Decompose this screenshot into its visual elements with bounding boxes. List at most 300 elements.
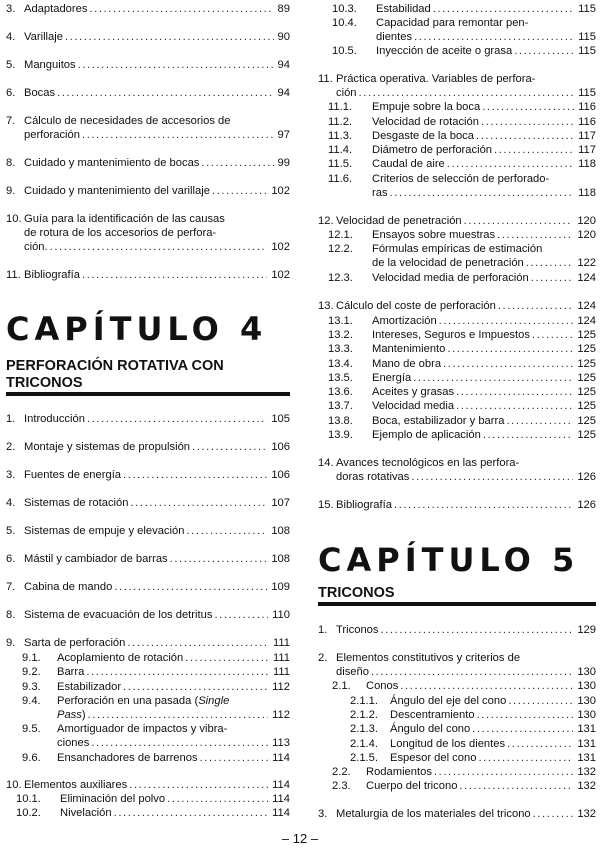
toc-entry xyxy=(22,722,290,750)
leader-dots xyxy=(112,580,267,594)
toc-entry-line xyxy=(332,765,596,779)
toc-entry-title: Elementos auxiliares xyxy=(24,779,128,791)
leader-dots xyxy=(411,371,573,385)
toc-entry-number: 9.5. xyxy=(22,723,41,735)
toc-entry-number: 3. xyxy=(318,808,328,820)
toc-entry-number: 9.2. xyxy=(22,666,41,678)
toc-entry-title: Manguitos xyxy=(24,59,76,71)
toc-entry-page: 115 xyxy=(578,31,596,43)
toc-entry xyxy=(350,751,596,765)
toc-entry-page: 116 xyxy=(578,101,596,113)
toc-entry-line xyxy=(6,2,290,16)
leader-dots xyxy=(524,256,574,270)
toc-entry xyxy=(22,665,290,679)
toc-entry-title: Velocidad media de perforación xyxy=(372,272,529,284)
toc-entry-title: Espesor del cono xyxy=(390,752,477,764)
toc-entry-page: 116 xyxy=(578,116,596,128)
toc-entry-page: 131 xyxy=(577,723,596,735)
leader-dots xyxy=(183,651,269,665)
toc-entry-line xyxy=(332,44,596,58)
leader-dots xyxy=(76,58,274,72)
toc-entry-page: 110 xyxy=(272,609,290,621)
toc-entry-line xyxy=(332,30,596,44)
chapter-5-heading: CAPÍTULO 5 xyxy=(318,541,580,579)
toc-entry-number: 14. xyxy=(318,457,334,469)
toc-entry-line xyxy=(318,470,596,484)
toc-entry-page: 113 xyxy=(272,737,290,749)
toc-entry-line xyxy=(22,665,290,679)
toc-entry-title: Guía para la identificación de las causas xyxy=(24,213,225,225)
toc-entry-line xyxy=(6,552,290,566)
toc-entry-title: Fórmulas empíricas de estimación xyxy=(372,243,543,255)
toc-entry-page: 89 xyxy=(277,3,290,15)
toc-entry-line xyxy=(318,72,596,86)
toc-entry xyxy=(350,722,596,736)
leader-dots xyxy=(378,623,573,637)
toc-entry-page: 125 xyxy=(577,400,596,412)
toc-entry-continuation: de rotura de los accesorios de perfora- xyxy=(24,227,217,239)
toc-entry-line xyxy=(6,86,290,100)
toc-entry-line xyxy=(6,496,290,510)
toc-entry-number: 1. xyxy=(318,624,328,636)
toc-entry-number: 4. xyxy=(6,31,16,43)
toc-entry xyxy=(328,129,596,143)
toc-entry xyxy=(6,524,290,538)
toc-entry-title: Mástil y cambiador de barras xyxy=(24,553,168,565)
toc-entry-line xyxy=(22,694,290,708)
toc-entry-line xyxy=(328,328,596,342)
toc-entry-continuation: ción xyxy=(336,87,357,99)
toc-entry-title: Elementos constitutivos y criterios de xyxy=(336,652,521,664)
toc-entry-title: Velocidad de penetración xyxy=(336,215,462,227)
toc-entry-title: Empuje sobre la boca xyxy=(372,101,481,113)
toc-entry-title: Montaje y sistemas de propulsión xyxy=(24,441,191,453)
toc-entry-page: 114 xyxy=(272,793,290,805)
toc-entry-number: 2.1. xyxy=(332,680,351,692)
toc-entry-number: 13.1. xyxy=(328,315,353,327)
toc-entry-number: 13.7. xyxy=(328,400,353,412)
toc-entry xyxy=(350,694,596,708)
toc-entry-number: 11.3. xyxy=(328,130,353,142)
toc-entry-page: 117 xyxy=(578,144,596,156)
toc-entry-line xyxy=(328,172,596,186)
leader-dots xyxy=(168,552,268,566)
toc-entry-title: Velocidad de rotación xyxy=(372,116,479,128)
toc-entry-line xyxy=(22,722,290,736)
toc-entry-page: 132 xyxy=(577,808,596,820)
toc-entry-page: 132 xyxy=(577,780,596,792)
toc-entry-number: 7. xyxy=(6,115,16,127)
toc-entry-number: 12.2. xyxy=(328,243,353,255)
leader-dots xyxy=(480,100,574,114)
toc-entry-line xyxy=(328,342,596,356)
toc-entry-page: 111 xyxy=(272,652,290,664)
toc-entry-line xyxy=(6,212,290,226)
toc-entry xyxy=(6,636,290,650)
toc-entry-number: 10.4. xyxy=(332,17,357,29)
toc-entry-title: Fuentes de energía xyxy=(24,469,122,481)
toc-entry-line xyxy=(350,694,596,708)
toc-entry-title: Introducción xyxy=(24,413,85,425)
toc-entry xyxy=(332,779,596,793)
toc-entry xyxy=(328,385,596,399)
toc-entry xyxy=(22,680,290,694)
toc-entry-number: 11.5. xyxy=(328,158,353,170)
toc-entry-continuation: doras rotativas xyxy=(336,471,410,483)
leader-dots xyxy=(437,314,574,328)
toc-entry-line xyxy=(318,214,596,228)
toc-entry-number: 10.5. xyxy=(332,45,357,57)
toc-entry-page: 124 xyxy=(577,272,596,284)
toc-entry-line xyxy=(328,271,596,285)
toc-entry-page: 130 xyxy=(577,666,596,678)
leader-dots xyxy=(369,665,573,679)
toc-entry xyxy=(6,580,290,594)
chapter-4-subtitle-line: PERFORACIÓN ROTATIVA CON xyxy=(6,358,224,374)
toc-entry xyxy=(328,342,596,356)
chapter-5-subtitle: TRICONOS xyxy=(318,585,395,601)
toc-entry-line xyxy=(318,651,596,665)
toc-entry-line xyxy=(318,665,596,679)
chapter-5-rule xyxy=(318,602,596,606)
leader-dots xyxy=(481,428,573,442)
toc-entry-line xyxy=(6,608,290,622)
toc-entry-number: 10. xyxy=(6,779,22,791)
toc-entry-page: 102 xyxy=(271,269,290,281)
leader-dots xyxy=(84,665,269,679)
leader-dots xyxy=(198,751,269,765)
leader-dots xyxy=(85,412,267,426)
leader-dots xyxy=(212,608,268,622)
toc-entry-page: 129 xyxy=(577,624,596,636)
toc-entry-number: 9.6. xyxy=(22,752,41,764)
toc-entry-title: Ensayos sobre muestras xyxy=(372,229,496,241)
leader-dots xyxy=(165,792,268,806)
toc-entry-number: 13.6. xyxy=(328,386,353,398)
toc-entry-title: Ángulo del eje del cono xyxy=(390,695,507,707)
toc-entry-title-italic: Pass xyxy=(57,709,82,721)
toc-entry-line xyxy=(6,580,290,594)
toc-entry-number: 5. xyxy=(6,59,16,71)
toc-entry-page: 94 xyxy=(277,59,290,71)
toc-entry-number: 10.3. xyxy=(332,3,357,15)
toc-entry xyxy=(6,114,290,142)
toc-entry-page: 125 xyxy=(577,329,596,341)
toc-entry-line xyxy=(6,468,290,482)
toc-entry xyxy=(6,412,290,426)
toc-entry-number: 13.2. xyxy=(328,329,353,341)
toc-entry-page: 90 xyxy=(277,31,290,43)
toc-entry-title: Caudal de aire xyxy=(372,158,445,170)
leader-dots xyxy=(496,299,574,313)
toc-entry-page: 115 xyxy=(578,87,596,99)
leader-dots xyxy=(445,342,573,356)
leader-dots xyxy=(125,636,269,650)
toc-entry-number: 11.2. xyxy=(328,116,353,128)
toc-entry-line xyxy=(332,679,596,693)
toc-entry xyxy=(318,623,596,637)
leader-dots xyxy=(445,157,574,171)
leader-dots xyxy=(457,779,573,793)
toc-entry-line xyxy=(328,100,596,114)
toc-entry-title: Acoplamiento de rotación xyxy=(57,652,184,664)
toc-entry-line xyxy=(318,299,596,313)
toc-entry-line xyxy=(328,399,596,413)
leader-dots xyxy=(470,722,573,736)
toc-entry-number: 3. xyxy=(6,469,16,481)
leader-dots xyxy=(431,2,574,16)
toc-entry-line xyxy=(318,86,596,100)
leader-dots xyxy=(530,328,573,342)
leader-dots xyxy=(89,736,268,750)
leader-dots xyxy=(112,806,269,820)
leader-dots xyxy=(432,765,573,779)
toc-entry-number: 8. xyxy=(6,157,16,169)
toc-entry-title: Metalurgia de los materiales del tricono xyxy=(336,808,531,820)
toc-entry-number: 11. xyxy=(318,73,333,85)
toc-entry xyxy=(332,2,596,16)
toc-entry xyxy=(16,792,290,806)
toc-entry-title: Bibliografía xyxy=(24,269,80,281)
toc-entry xyxy=(22,694,290,722)
toc-entry-title: Cabina de mando xyxy=(24,581,113,593)
leader-dots xyxy=(388,186,575,200)
leader-dots xyxy=(476,751,573,765)
toc-entry-title: Cálculo del coste de perforación xyxy=(336,300,496,312)
toc-entry-page: 94 xyxy=(277,87,290,99)
toc-entry-line xyxy=(16,792,290,806)
toc-entry-line xyxy=(22,680,290,694)
leader-dots xyxy=(86,708,269,722)
toc-entry-line xyxy=(332,16,596,30)
toc-entry-number: 12.3. xyxy=(328,272,353,284)
leader-dots xyxy=(80,128,274,142)
toc-entry-page: 125 xyxy=(577,358,596,370)
toc-entry-line xyxy=(6,524,290,538)
toc-entry-number: 11.4. xyxy=(328,144,353,156)
toc-entry xyxy=(6,86,290,100)
toc-entry xyxy=(16,806,290,820)
toc-entry-title: Estabilidad xyxy=(376,3,431,15)
toc-entry xyxy=(328,328,596,342)
toc-entry xyxy=(328,172,596,200)
toc-entry-continuation: ras xyxy=(372,187,388,199)
toc-entry-number: 11. xyxy=(6,269,21,281)
toc-entry-title: Amortización xyxy=(372,315,437,327)
toc-entry-page: 130 xyxy=(577,680,596,692)
leader-dots xyxy=(529,271,574,285)
toc-entry-title: Adaptadores xyxy=(24,3,88,15)
leader-dots xyxy=(454,399,573,413)
toc-entry xyxy=(328,399,596,413)
toc-entry xyxy=(318,651,596,679)
toc-entry-page: 112 xyxy=(272,681,290,693)
toc-entry-number: 10.1. xyxy=(16,793,41,805)
toc-entry-number: 11.1. xyxy=(328,101,353,113)
leader-dots xyxy=(479,115,574,129)
toc-entry xyxy=(22,751,290,765)
leader-dots xyxy=(475,708,574,722)
toc-entry-continuation: perforación xyxy=(24,129,80,141)
toc-entry xyxy=(6,30,290,44)
toc-entry-page: 108 xyxy=(271,553,290,565)
toc-entry-line xyxy=(318,807,596,821)
toc-entry-line xyxy=(6,636,290,650)
toc-entry-number: 1. xyxy=(6,413,16,425)
toc-entry xyxy=(6,496,290,510)
toc-entry xyxy=(6,268,290,282)
toc-entry-title-italic: Single xyxy=(198,695,230,707)
toc-entry xyxy=(6,184,290,198)
leader-dots xyxy=(398,679,573,693)
toc-entry-line xyxy=(6,156,290,170)
toc-entry-page: 112 xyxy=(272,709,290,721)
toc-entry-title: Boca, estabilizador y barra xyxy=(372,415,505,427)
toc-entry-title: Diámetro de perforación xyxy=(372,144,493,156)
toc-entry-number: 13. xyxy=(318,300,334,312)
toc-entry-page: 120 xyxy=(577,229,596,241)
toc-entry-continuation: de la velocidad de penetración xyxy=(372,257,524,269)
toc-entry-line xyxy=(22,736,290,750)
toc-entry xyxy=(332,16,596,44)
toc-entry-title: Perforación en una pasada ( xyxy=(57,695,199,707)
toc-entry-line xyxy=(350,751,596,765)
leader-dots xyxy=(504,414,573,428)
toc-entry-title: Estabilizador xyxy=(57,681,122,693)
toc-entry-line xyxy=(22,708,290,722)
toc-entry-page: 131 xyxy=(577,738,596,750)
toc-entry-line xyxy=(328,256,596,270)
toc-entry-number: 8. xyxy=(6,609,16,621)
toc-entry xyxy=(6,468,290,482)
toc-entry-continuation: ción. xyxy=(24,241,48,253)
toc-entry xyxy=(328,371,596,385)
toc-entry-number: 2.1.2. xyxy=(350,709,378,721)
toc-entry-title: Energía xyxy=(372,372,412,384)
toc-entry xyxy=(6,58,290,72)
toc-entry-title: Cuidado y mantenimiento del varillaje xyxy=(24,185,210,197)
toc-entry-page: 120 xyxy=(577,215,596,227)
toc-entry xyxy=(350,737,596,751)
toc-entry-line xyxy=(22,751,290,765)
toc-entry-line xyxy=(328,242,596,256)
toc-entry-page: 108 xyxy=(271,525,290,537)
toc-entry-line xyxy=(332,2,596,16)
toc-entry-title: Bibliografía xyxy=(336,499,392,511)
leader-dots xyxy=(190,440,267,454)
toc-entry-line xyxy=(328,143,596,157)
toc-entry xyxy=(328,271,596,285)
toc-entry-line xyxy=(6,114,290,128)
toc-entry-title: Triconos xyxy=(336,624,379,636)
leader-dots xyxy=(63,30,274,44)
toc-entry-page: 111 xyxy=(272,666,290,678)
leader-dots xyxy=(55,86,273,100)
toc-entry-line xyxy=(350,722,596,736)
toc-entry-line xyxy=(6,30,290,44)
toc-entry xyxy=(328,314,596,328)
toc-entry-title: Velocidad media xyxy=(372,400,455,412)
toc-entry-number: 12.1. xyxy=(328,229,353,241)
toc-entry-page: 99 xyxy=(277,157,290,169)
toc-entry-title: Amortiguador de impactos y vibra- xyxy=(57,723,228,735)
toc-entry xyxy=(328,242,596,270)
leader-dots xyxy=(127,778,268,792)
toc-entry-number: 2.3. xyxy=(332,780,351,792)
toc-entry-number: 5. xyxy=(6,525,16,537)
toc-entry-title: Criterios de selección de perforado- xyxy=(372,173,550,185)
toc-entry xyxy=(350,708,596,722)
toc-entry-line xyxy=(350,708,596,722)
leader-dots xyxy=(441,357,573,371)
toc-entry xyxy=(6,156,290,170)
toc-entry-line xyxy=(6,184,290,198)
toc-entry-line xyxy=(6,412,290,426)
toc-entry-line xyxy=(328,371,596,385)
toc-entry-line xyxy=(328,385,596,399)
leader-dots xyxy=(184,524,267,538)
toc-entry-number: 2.2. xyxy=(332,766,351,778)
toc-entry-title: Mano de obra xyxy=(372,358,442,370)
toc-entry-title: Cuidado y mantenimiento de bocas xyxy=(24,157,200,169)
toc-entry-title: Aceites y grasas xyxy=(372,386,455,398)
toc-entry-continuation: ciones xyxy=(57,737,90,749)
leader-dots xyxy=(531,807,574,821)
toc-entry-page: 102 xyxy=(271,241,290,253)
toc-entry-page: 125 xyxy=(577,372,596,384)
chapter-4-subtitle-line: TRICONOS xyxy=(6,375,83,391)
toc-entry-page: 124 xyxy=(577,315,596,327)
toc-entry xyxy=(328,414,596,428)
toc-entry-page: 125 xyxy=(577,386,596,398)
leader-dots xyxy=(121,680,268,694)
leader-dots xyxy=(210,184,267,198)
toc-entry-title: Intereses, Seguros e Impuestos xyxy=(372,329,530,341)
toc-entry-page: 111 xyxy=(272,637,290,649)
toc-entry xyxy=(22,651,290,665)
toc-entry-page: 124 xyxy=(577,300,596,312)
toc-entry xyxy=(6,778,290,792)
toc-entry-number: 2.1.3. xyxy=(350,723,378,735)
toc-entry xyxy=(318,456,596,484)
toc-entry xyxy=(318,498,596,512)
toc-entry-line xyxy=(22,651,290,665)
toc-entry-line xyxy=(328,357,596,371)
leader-dots xyxy=(474,129,574,143)
leader-dots xyxy=(492,143,574,157)
toc-entry-page: 97 xyxy=(277,129,290,141)
leader-dots xyxy=(506,694,573,708)
toc-entry-page: 126 xyxy=(577,499,596,511)
toc-entry-continuation: Pass) xyxy=(57,709,86,721)
toc-entry-title: Ejemplo de aplicación xyxy=(372,429,481,441)
toc-entry-page: 115 xyxy=(578,45,596,57)
toc-entry-title: Longitud de los dientes xyxy=(390,738,506,750)
toc-entry-number: 2.1.4. xyxy=(350,738,378,750)
toc-entry xyxy=(332,765,596,779)
toc-entry xyxy=(6,440,290,454)
toc-entry-number: 10.2. xyxy=(16,807,41,819)
toc-entry-page: 114 xyxy=(272,807,290,819)
toc-entry-title: Sarta de perforación xyxy=(24,637,126,649)
toc-entry-title: Varillaje xyxy=(24,31,63,43)
chapter-4-heading: CAPÍTULO 4 xyxy=(6,310,268,348)
leader-dots xyxy=(357,86,575,100)
toc-entry-line xyxy=(6,440,290,454)
toc-entry-number: 2.1.5. xyxy=(350,752,378,764)
toc-entry-title: Desgaste de la boca xyxy=(372,130,474,142)
toc-entry-title: Cuerpo del tricono xyxy=(366,780,458,792)
